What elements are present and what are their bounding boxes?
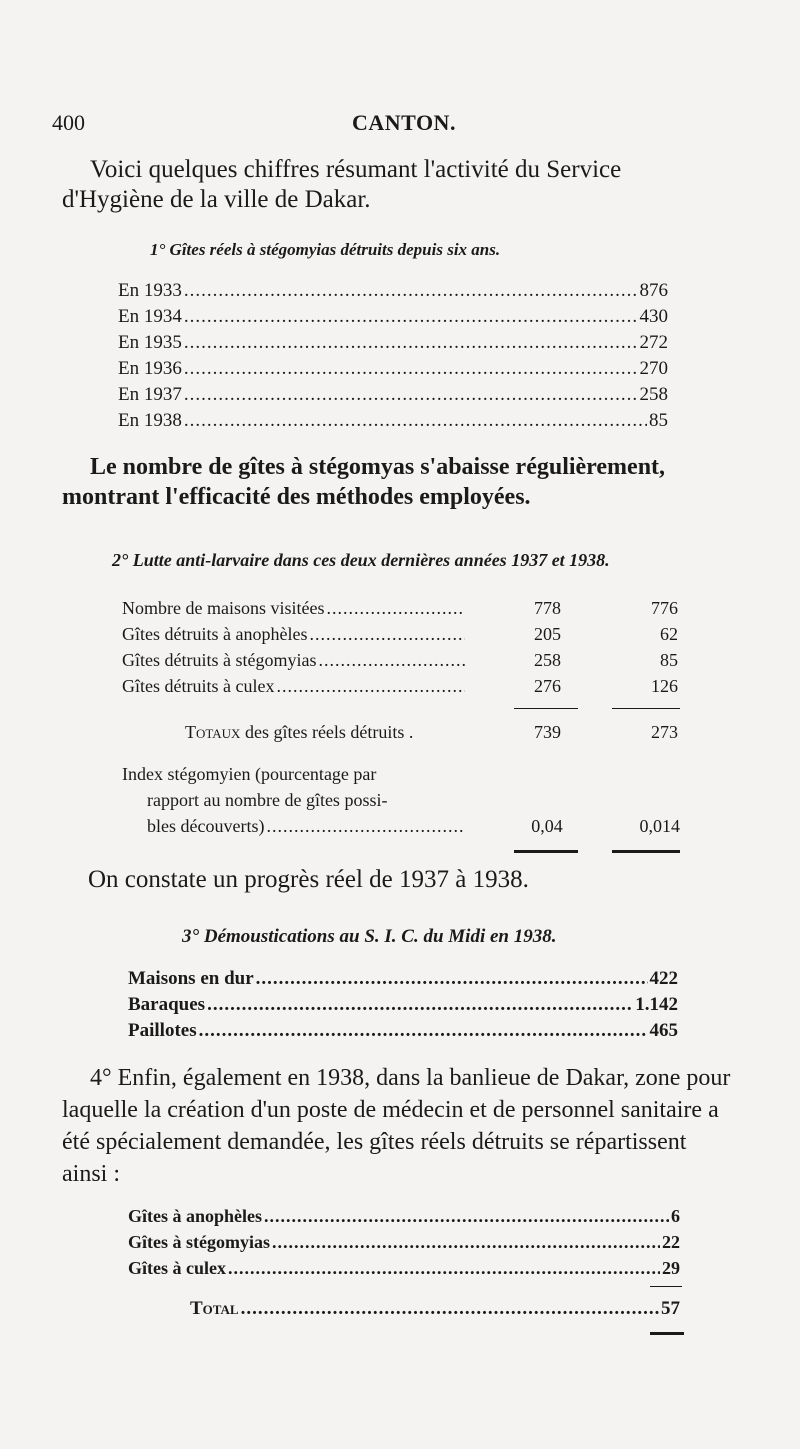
row-value: 1.142 xyxy=(635,994,678,1015)
total-1937: 739 xyxy=(534,722,561,742)
row-label: En 1935 xyxy=(118,332,182,353)
row-value: 430 xyxy=(639,306,668,327)
row-label: Gîtes à culex xyxy=(128,1258,226,1278)
paragraph-4: 4° Enfin, également en 1938, dans la banlieue de Dakar, zone pour laquelle la création d'un poste de médecin et de personnel sanitaire a été spécialement demandée, les gîtes réels détruits se répartissent ainsi : xyxy=(62,1065,731,1187)
row-label: Gîtes à anophèles xyxy=(128,1206,263,1226)
total-label: Total xyxy=(190,1298,239,1319)
end-rule xyxy=(612,850,680,853)
total-value: 57 xyxy=(661,1298,680,1319)
table-row xyxy=(118,306,668,328)
table-row xyxy=(122,676,467,697)
intro-paragraph: Voici quelques chiffres résumant l'activité du Service d'Hygiène de la ville de Dakar. xyxy=(62,156,622,213)
index-line-1: Index stégomyien (pourcentage par xyxy=(122,764,377,784)
running-title: CANTON. xyxy=(352,110,456,135)
table-row xyxy=(128,1206,680,1227)
page-number: 400 xyxy=(52,110,85,135)
table-row xyxy=(122,650,467,671)
total-1938: 273 xyxy=(651,722,678,742)
row-label: Gîtes à stégomyias xyxy=(128,1232,270,1252)
subtotal-rule xyxy=(612,708,680,709)
table-row xyxy=(128,994,678,1016)
table-row xyxy=(122,624,467,645)
row-label: En 1938 xyxy=(118,410,182,431)
section2-title: 2° Lutte anti-larvaire dans ces deux dernières années 1937 et 1938. xyxy=(112,550,610,570)
end-rule xyxy=(650,1332,684,1335)
section3-title: 3° Démoustications au S. I. C. du Midi en 1938. xyxy=(182,926,557,947)
row-label: Maisons en dur xyxy=(128,968,254,989)
row-value: 258 xyxy=(639,384,668,405)
value-1937: 778 xyxy=(534,598,561,618)
table-row xyxy=(128,1232,680,1253)
index-1937: 0,04 xyxy=(531,816,563,836)
table-row xyxy=(118,410,668,432)
index-1938: 0,014 xyxy=(639,816,680,836)
table-row xyxy=(128,1258,680,1279)
row-value: 272 xyxy=(639,332,668,353)
row-label: En 1936 xyxy=(118,358,182,379)
row-value: 6 xyxy=(671,1206,680,1226)
row-label: Gîtes détruits à stégomyias xyxy=(122,650,317,670)
row-label: Baraques xyxy=(128,994,206,1015)
value-1938: 776 xyxy=(651,598,678,618)
value-1937: 276 xyxy=(534,676,561,696)
index-line-3: bles découverts) ..... xyxy=(147,816,467,837)
row-label: Paillotes xyxy=(128,1020,197,1041)
subtotal-rule xyxy=(650,1286,682,1287)
row-label: En 1933 xyxy=(118,280,182,301)
row-value: 85 xyxy=(649,410,668,431)
row-value: 22 xyxy=(662,1232,680,1252)
row-value: 876 xyxy=(639,280,668,301)
section1-title: 1° Gîtes réels à stégomyias détruits depuis six ans. xyxy=(150,240,501,259)
row-value: 270 xyxy=(639,358,668,379)
table-row xyxy=(118,332,668,354)
table-row xyxy=(128,968,678,990)
table-row xyxy=(118,358,668,380)
paragraph-2: Le nombre de gîtes à stégomyas s'abaisse régulièrement, montrant l'efficacité des méthodes employées. xyxy=(62,454,666,510)
totals-label: Totaux des gîtes réels détruits . xyxy=(185,722,414,742)
row-label: Gîtes détruits à culex xyxy=(122,676,275,696)
row-label: En 1934 xyxy=(118,306,182,327)
row-label: Gîtes détruits à anophèles xyxy=(122,624,308,644)
row-value: 422 xyxy=(649,968,678,989)
table-row xyxy=(128,1020,678,1042)
total-row xyxy=(190,1298,680,1320)
value-1937: 258 xyxy=(534,650,561,670)
end-rule xyxy=(514,850,578,853)
row-value: 465 xyxy=(649,1020,678,1041)
value-1938: 85 xyxy=(660,650,678,670)
row-value: 29 xyxy=(662,1258,680,1278)
table-row xyxy=(118,280,668,302)
row-label: En 1937 xyxy=(118,384,182,405)
table-row xyxy=(122,598,467,619)
value-1938: 62 xyxy=(660,624,678,644)
subtotal-rule xyxy=(514,708,578,709)
index-line-2: rapport au nombre de gîtes possi- xyxy=(147,790,388,810)
paragraph-3: On constate un progrès réel de 1937 à 1938. xyxy=(88,866,529,893)
value-1938: 126 xyxy=(651,676,678,696)
table-row xyxy=(118,384,668,406)
value-1937: 205 xyxy=(534,624,561,644)
row-label: Nombre de maisons visitées xyxy=(122,598,325,618)
